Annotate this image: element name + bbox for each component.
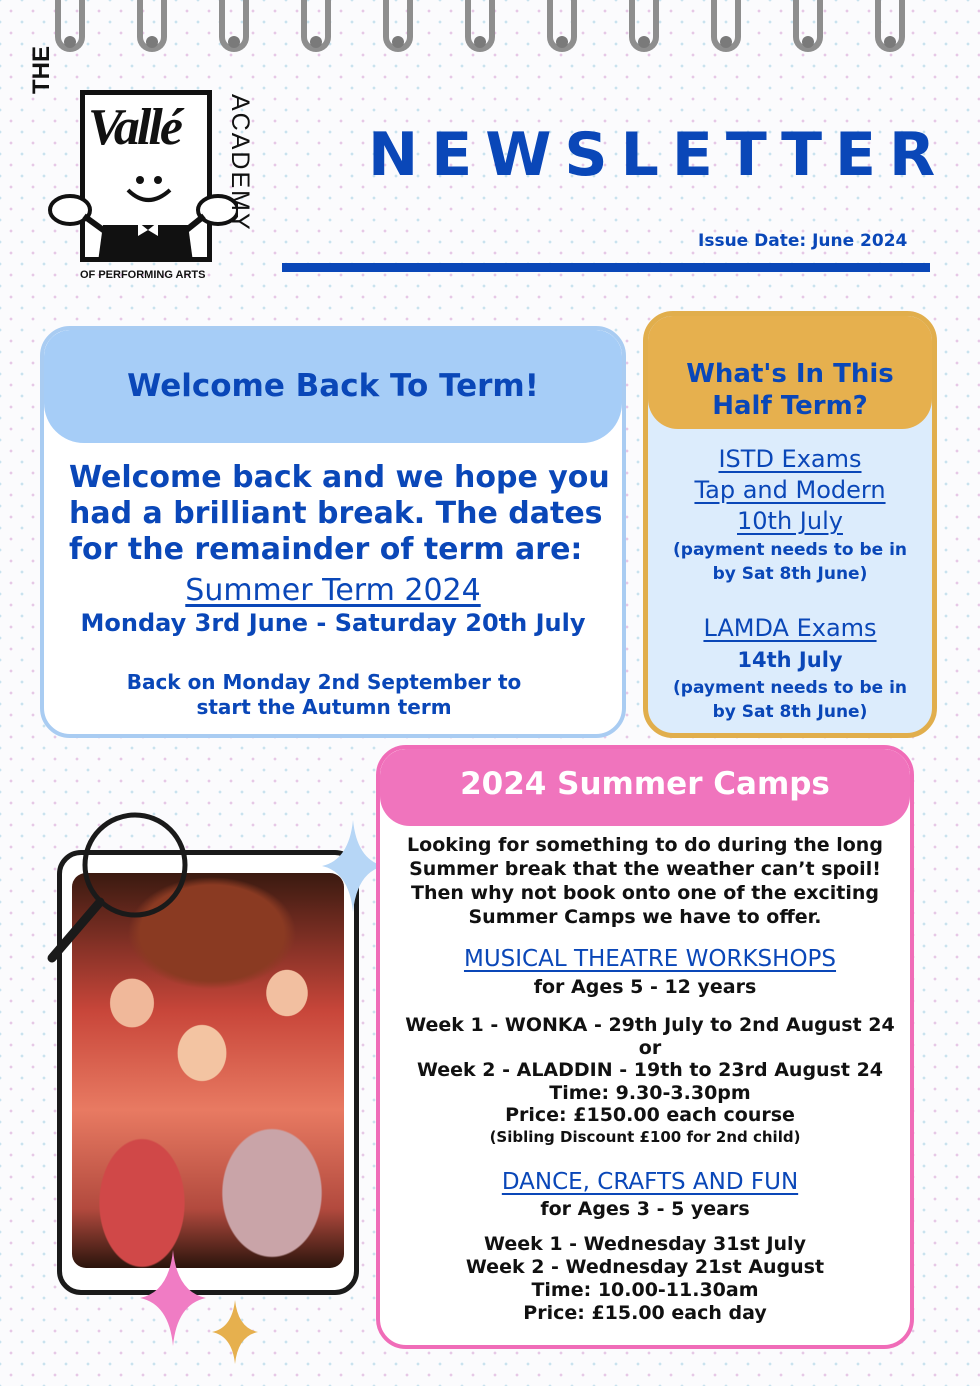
istd-line: ISTD Exams — [718, 445, 862, 473]
half-term-heading-line: What's In This — [686, 359, 894, 389]
binding-ring — [547, 0, 577, 52]
dc-price: Price: £15.00 each day — [523, 1302, 767, 1324]
logo-academy: ACADEMY — [226, 94, 254, 232]
welcome-intro-line: had a brilliant break. The dates — [69, 496, 603, 531]
welcome-card — [40, 326, 626, 738]
welcome-heading: Welcome Back To Term! — [127, 368, 539, 404]
mt-week2: Week 2 - ALADDIN - 19th to 23rd August 24 — [416, 1059, 884, 1081]
sibling-discount: (Sibling Discount £100 for 2nd child) — [489, 1128, 801, 1146]
mt-price: Price: £150.00 each course — [505, 1104, 795, 1126]
binding-ring — [465, 0, 495, 52]
lamda-date: 14th July — [737, 648, 843, 672]
musical-theatre-title: MUSICAL THEATRE WORKSHOPS — [463, 946, 837, 972]
binding-ring — [629, 0, 659, 52]
camps-intro-line: Summer break that the weather can’t spoil! — [409, 858, 881, 880]
dc-week2: Week 2 - Wednesday 21st August — [465, 1256, 825, 1278]
binding-ring — [875, 0, 905, 52]
camps-intro-line: Summer Camps we have to offer. — [468, 906, 822, 928]
half-term-heading-line: Half Term? — [712, 391, 868, 421]
issue-date: Issue Date: June 2024 — [698, 231, 908, 251]
term-dates: Monday 3rd June - Saturday 20th July — [80, 609, 586, 637]
lamda-note-line: by Sat 8th June) — [712, 702, 868, 722]
istd-note-line: (payment needs to be in — [673, 540, 907, 560]
dance-crafts-ages: for Ages 3 - 5 years — [540, 1198, 750, 1220]
logo-the: THE — [28, 46, 55, 94]
magnifier-icon — [40, 800, 200, 975]
summer-camps-header — [380, 749, 910, 826]
welcome-intro-line: Welcome back and we hope you — [69, 460, 610, 495]
header-divider — [282, 263, 930, 272]
dance-crafts-details — [380, 1233, 910, 1325]
welcome-intro-line: for the remainder of term are: — [69, 532, 583, 567]
logo-subtitle: OF PERFORMING ARTS — [80, 269, 206, 281]
welcome-intro — [69, 460, 610, 568]
lamda-payment-note — [648, 676, 932, 724]
musical-theatre-ages: for Ages 5 - 12 years — [533, 976, 757, 998]
sparkle-icon — [212, 1300, 258, 1364]
mascot-icon — [48, 150, 238, 265]
sparkle-icon — [322, 820, 384, 912]
camps-intro-line: Looking for something to do during the long — [407, 834, 883, 856]
half-term-card — [643, 311, 937, 738]
term-title: Summer Term 2024 — [185, 573, 481, 608]
logo-name: Vallé — [88, 99, 180, 156]
istd-line: Tap and Modern — [694, 476, 886, 504]
mt-or: or — [638, 1036, 662, 1059]
summer-camps-card — [376, 745, 914, 1349]
half-term-heading — [648, 316, 932, 422]
istd-line: 10th July — [737, 507, 843, 535]
half-term-header — [648, 316, 932, 429]
lamda-note-line: (payment needs to be in — [673, 678, 907, 698]
musical-theatre-details — [380, 1014, 914, 1127]
binding-ring — [137, 0, 167, 52]
autumn-line: Back on Monday 2nd September to — [126, 670, 522, 694]
binding-ring — [301, 0, 331, 52]
istd-exams — [648, 444, 932, 537]
summer-camps-heading: 2024 Summer Camps — [460, 766, 830, 802]
istd-note-line: by Sat 8th June) — [712, 564, 868, 584]
sparkle-icon — [140, 1250, 206, 1346]
dance-crafts-title: DANCE, CRAFTS AND FUN — [501, 1169, 799, 1195]
mt-time: Time: 9.30-3.30pm — [549, 1081, 751, 1104]
binding-ring — [219, 0, 249, 52]
istd-payment-note — [648, 538, 932, 586]
mt-week1: Week 1 - WONKA - 29th July to 2nd August 24 — [405, 1014, 895, 1036]
binding-ring — [383, 0, 413, 52]
lamda-exams: LAMDA Exams — [703, 614, 877, 642]
binding-ring — [793, 0, 823, 52]
page-title: NEWSLETTER — [368, 120, 949, 190]
dc-time: Time: 10.00-11.30am — [531, 1279, 759, 1301]
binding-ring — [711, 0, 741, 52]
camps-intro — [380, 833, 910, 929]
dc-week1: Week 1 - Wednesday 31st July — [484, 1233, 806, 1255]
autumn-line: start the Autumn term — [196, 695, 452, 719]
welcome-card-header — [44, 330, 622, 443]
autumn-return-note — [44, 670, 604, 720]
camps-intro-line: Then why not book onto one of the exciting — [411, 882, 879, 904]
